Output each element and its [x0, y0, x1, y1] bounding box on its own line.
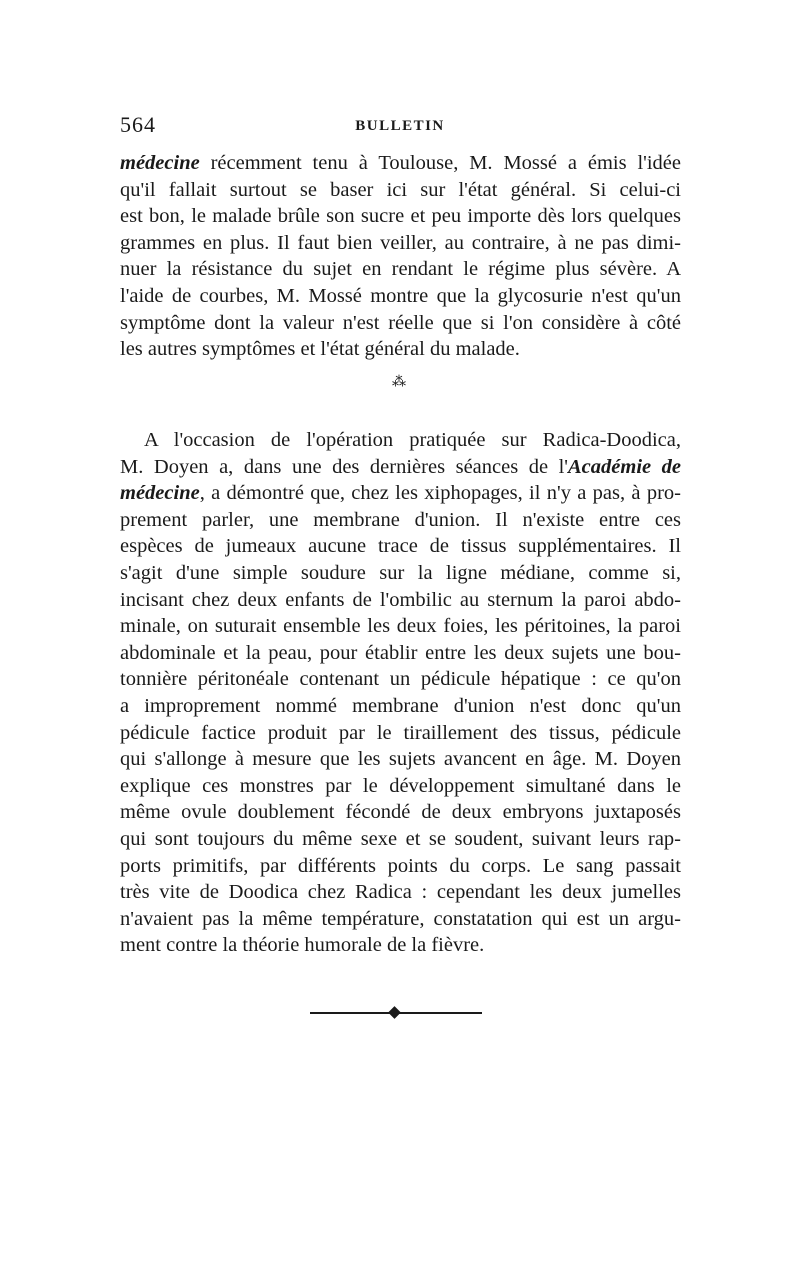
text-line: est bon, le malade brûle son sucre et peu importe dès lors quelques — [120, 205, 681, 228]
text-line: s'agit d'une simple soudure sur la ligne médiane, comme si, — [120, 561, 681, 584]
text-line: minale, on suturait ensemble les deux foies, les péritoines, la paroi — [120, 615, 681, 638]
text-line: abdominale et la peau, pour établir entre les deux sujets une bou- — [120, 641, 681, 664]
text-line: ports primitifs, par différents points du corps. Le sang passait — [120, 854, 681, 877]
running-head — [120, 112, 680, 142]
text-line: qu'il fallait surtout se baser ici sur l'état général. Si celui-ci — [120, 178, 681, 201]
paragraph-doyen — [120, 427, 681, 959]
running-title: BULLETIN — [355, 118, 445, 134]
text-line: l'aide de courbes, M. Mossé montre que la glycosurie n'est qu'un — [120, 284, 681, 307]
paragraph-mosse — [120, 150, 681, 363]
diamond-ornament-icon — [388, 1006, 401, 1019]
text-line: grammes en plus. Il faut bien veiller, au contraire, à ne pas dimi- — [120, 231, 681, 254]
text-line: symptôme dont la valeur n'est réelle que si l'on considère à côté — [120, 311, 681, 334]
text-line: médecine, a démontré que, chez les xiphopages, il n'y a pas, à pro- — [120, 482, 681, 505]
text-line: tonnière péritonéale contenant un pédicule hépatique : ce qu'on — [120, 668, 681, 691]
text-line: très vite de Doodica chez Radica : cependant les deux jumelles — [120, 881, 681, 904]
text-line: qui s'allonge à mesure que les sujets avancent en âge. M. Doyen — [120, 748, 681, 771]
text-line: A l'occasion de l'opération pratiquée sur Radica-Doodica, — [144, 429, 681, 451]
text-line: explique ces monstres par le développement simultané dans le — [120, 774, 681, 797]
text-line: médecine récemment tenu à Toulouse, M. Mossé a émis l'idée — [120, 152, 681, 174]
text-line: pédicule factice produit par le tiraillement des tissus, pédicule — [120, 721, 681, 744]
page-number: 564 — [120, 112, 156, 137]
text-line: prement parler, une membrane d'union. Il n'existe entre ces — [120, 508, 681, 531]
asterism-glyph: ⁂ — [392, 375, 406, 390]
text-line: incisant chez deux enfants de l'ombilic au sternum la paroi abdo- — [120, 588, 681, 611]
end-ornament-divider — [310, 1006, 482, 1020]
text-line: n'avaient pas la même température, constatation qui est un argu- — [120, 907, 681, 930]
text-line: les autres symptômes et l'état général du malade. — [120, 338, 520, 361]
text-line: espèces de jumeaux aucune trace de tissus supplémentaires. Il — [120, 535, 681, 558]
text-line: ment contre la théorie humorale de la fièvre. — [120, 934, 485, 957]
text-line: nuer la résistance du sujet en rendant le régime plus sévère. A — [120, 258, 681, 281]
text-line: qui sont toujours du même sexe et se soudent, suivant leurs rap- — [120, 827, 681, 850]
text-line: M. Doyen a, dans une des dernières séances de l'Académie de — [120, 455, 681, 478]
text-line: même ovule doublement fécondé de deux embryons juxtaposés — [120, 801, 681, 824]
asterism-separator — [384, 376, 414, 408]
text-line: a improprement nommé membrane d'union n'est donc qu'un — [120, 694, 681, 717]
